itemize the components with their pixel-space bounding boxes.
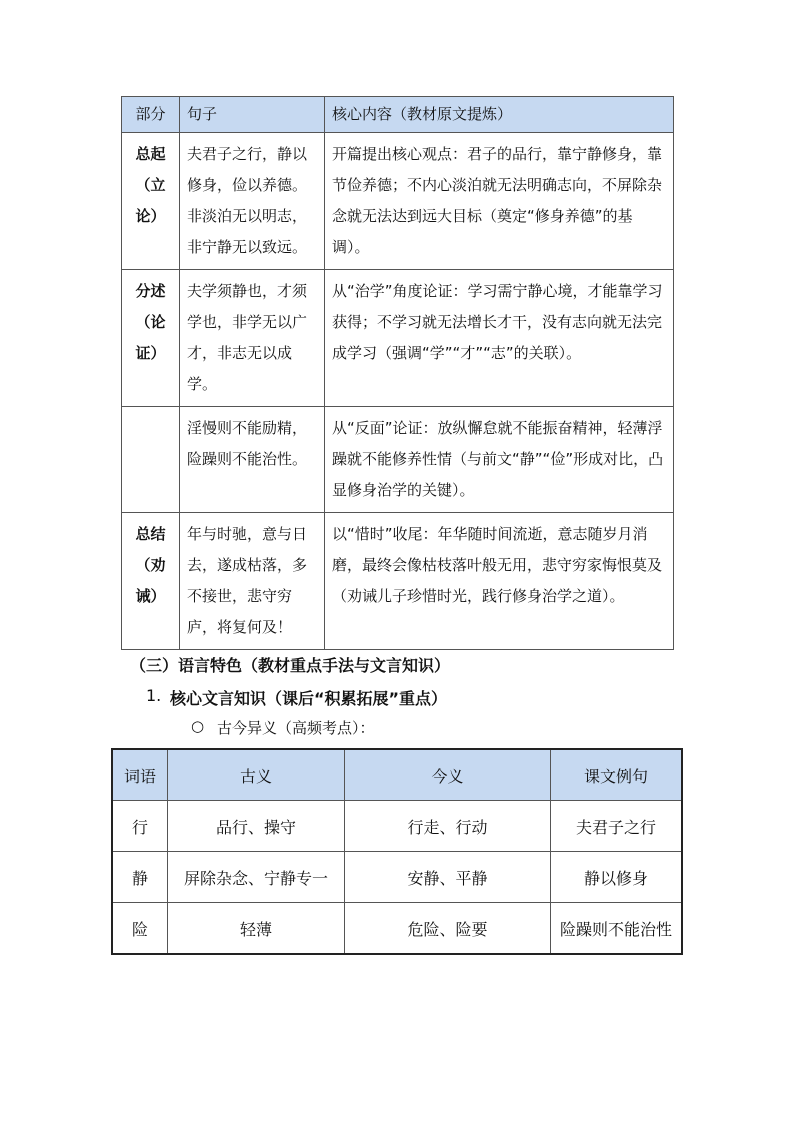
table-row (122, 133, 674, 270)
part-cell (122, 270, 180, 407)
table-row (122, 513, 674, 650)
header-cell: 核心内容（教材原文提炼） (325, 97, 674, 133)
content-cell: 从“反面”论证：放纵懈怠就不能振奋精神，轻薄浮躁就不能修养性情（与前文“静”“俭”形成对比，凸显修身治学的关键）。 (325, 407, 674, 513)
list-item-heading: 核心文言知识（课后“积累拓展”重点） (170, 689, 448, 708)
header-cell: 句子 (180, 97, 325, 133)
word-cell: 行 (112, 801, 168, 852)
section-heading: （三）语言特色（教材重点手法与文言知识） (130, 656, 451, 675)
table-row (112, 852, 682, 903)
structure-table (121, 96, 674, 650)
part-cell (122, 407, 180, 513)
modern-meaning-cell: 危险、险要 (345, 903, 551, 955)
bullet-text: 古今异义（高频考点）： (217, 719, 375, 737)
table-header-row (112, 749, 682, 801)
part-text: 总起 （立 论） (135, 145, 166, 225)
part-text: 总结 （劝 诫） (135, 525, 166, 605)
example-cell: 静以修身 (551, 852, 683, 903)
content-cell: 从“治学”角度论证：学习需宁静心境，才能靠学习获得；不学习就无法增长才干，没有志向就无法完成学习（强调“学”“才”“志”的关联）。 (325, 270, 674, 407)
example-cell: 夫君子之行 (551, 801, 683, 852)
sentence-cell: 夫学须静也，才须学也，非学无以广才，非志无以成学。 (180, 270, 325, 407)
ancient-meaning-cell: 品行、操守 (168, 801, 345, 852)
word-cell: 险 (112, 903, 168, 955)
header-cell: 词语 (112, 749, 168, 801)
table-header-row (122, 97, 674, 133)
table-row (122, 270, 674, 407)
sentence-cell: 夫君子之行，静以修身，俭以养德。非淡泊无以明志，非宁静无以致远。 (180, 133, 325, 270)
header-cell: 今义 (345, 749, 551, 801)
header-cell: 古义 (168, 749, 345, 801)
ancient-meaning-cell: 轻薄 (168, 903, 345, 955)
word-cell: 静 (112, 852, 168, 903)
example-cell: 险躁则不能治性 (551, 903, 683, 955)
content-cell: 开篇提出核心观点：君子的品行，靠宁静修身，靠节俭养德；不内心淡泊就无法明确志向，不屏除杂念就无法达到远大目标（奠定“修身养德”的基调）。 (325, 133, 674, 270)
modern-meaning-cell: 安静、平静 (345, 852, 551, 903)
modern-meaning-cell: 行走、行动 (345, 801, 551, 852)
part-text: 分述 （论 证） (135, 282, 166, 362)
list-number: 1. (146, 686, 162, 705)
content-cell: 以“惜时”收尾：年华随时间流逝，意志随岁月消磨，最终会像枯枝落叶般无用，悲守穷家悔恨莫及（劝诫儿子珍惜时光，践行修身治学之道）。 (325, 513, 674, 650)
vocab-table (111, 748, 683, 955)
sentence-cell: 年与时驰，意与日去，遂成枯落，多不接世，悲守穷庐，将复何及！ (180, 513, 325, 650)
table-row (112, 801, 682, 852)
part-cell (122, 133, 180, 270)
header-cell: 课文例句 (551, 749, 683, 801)
sentence-cell: 淫慢则不能励精，险躁则不能治性。 (180, 407, 325, 513)
circle-bullet-icon: ○ (191, 717, 205, 735)
ancient-meaning-cell: 屏除杂念、宁静专一 (168, 852, 345, 903)
table-row (122, 407, 674, 513)
table-row (112, 903, 682, 955)
header-cell: 部分 (122, 97, 180, 133)
part-cell (122, 513, 180, 650)
